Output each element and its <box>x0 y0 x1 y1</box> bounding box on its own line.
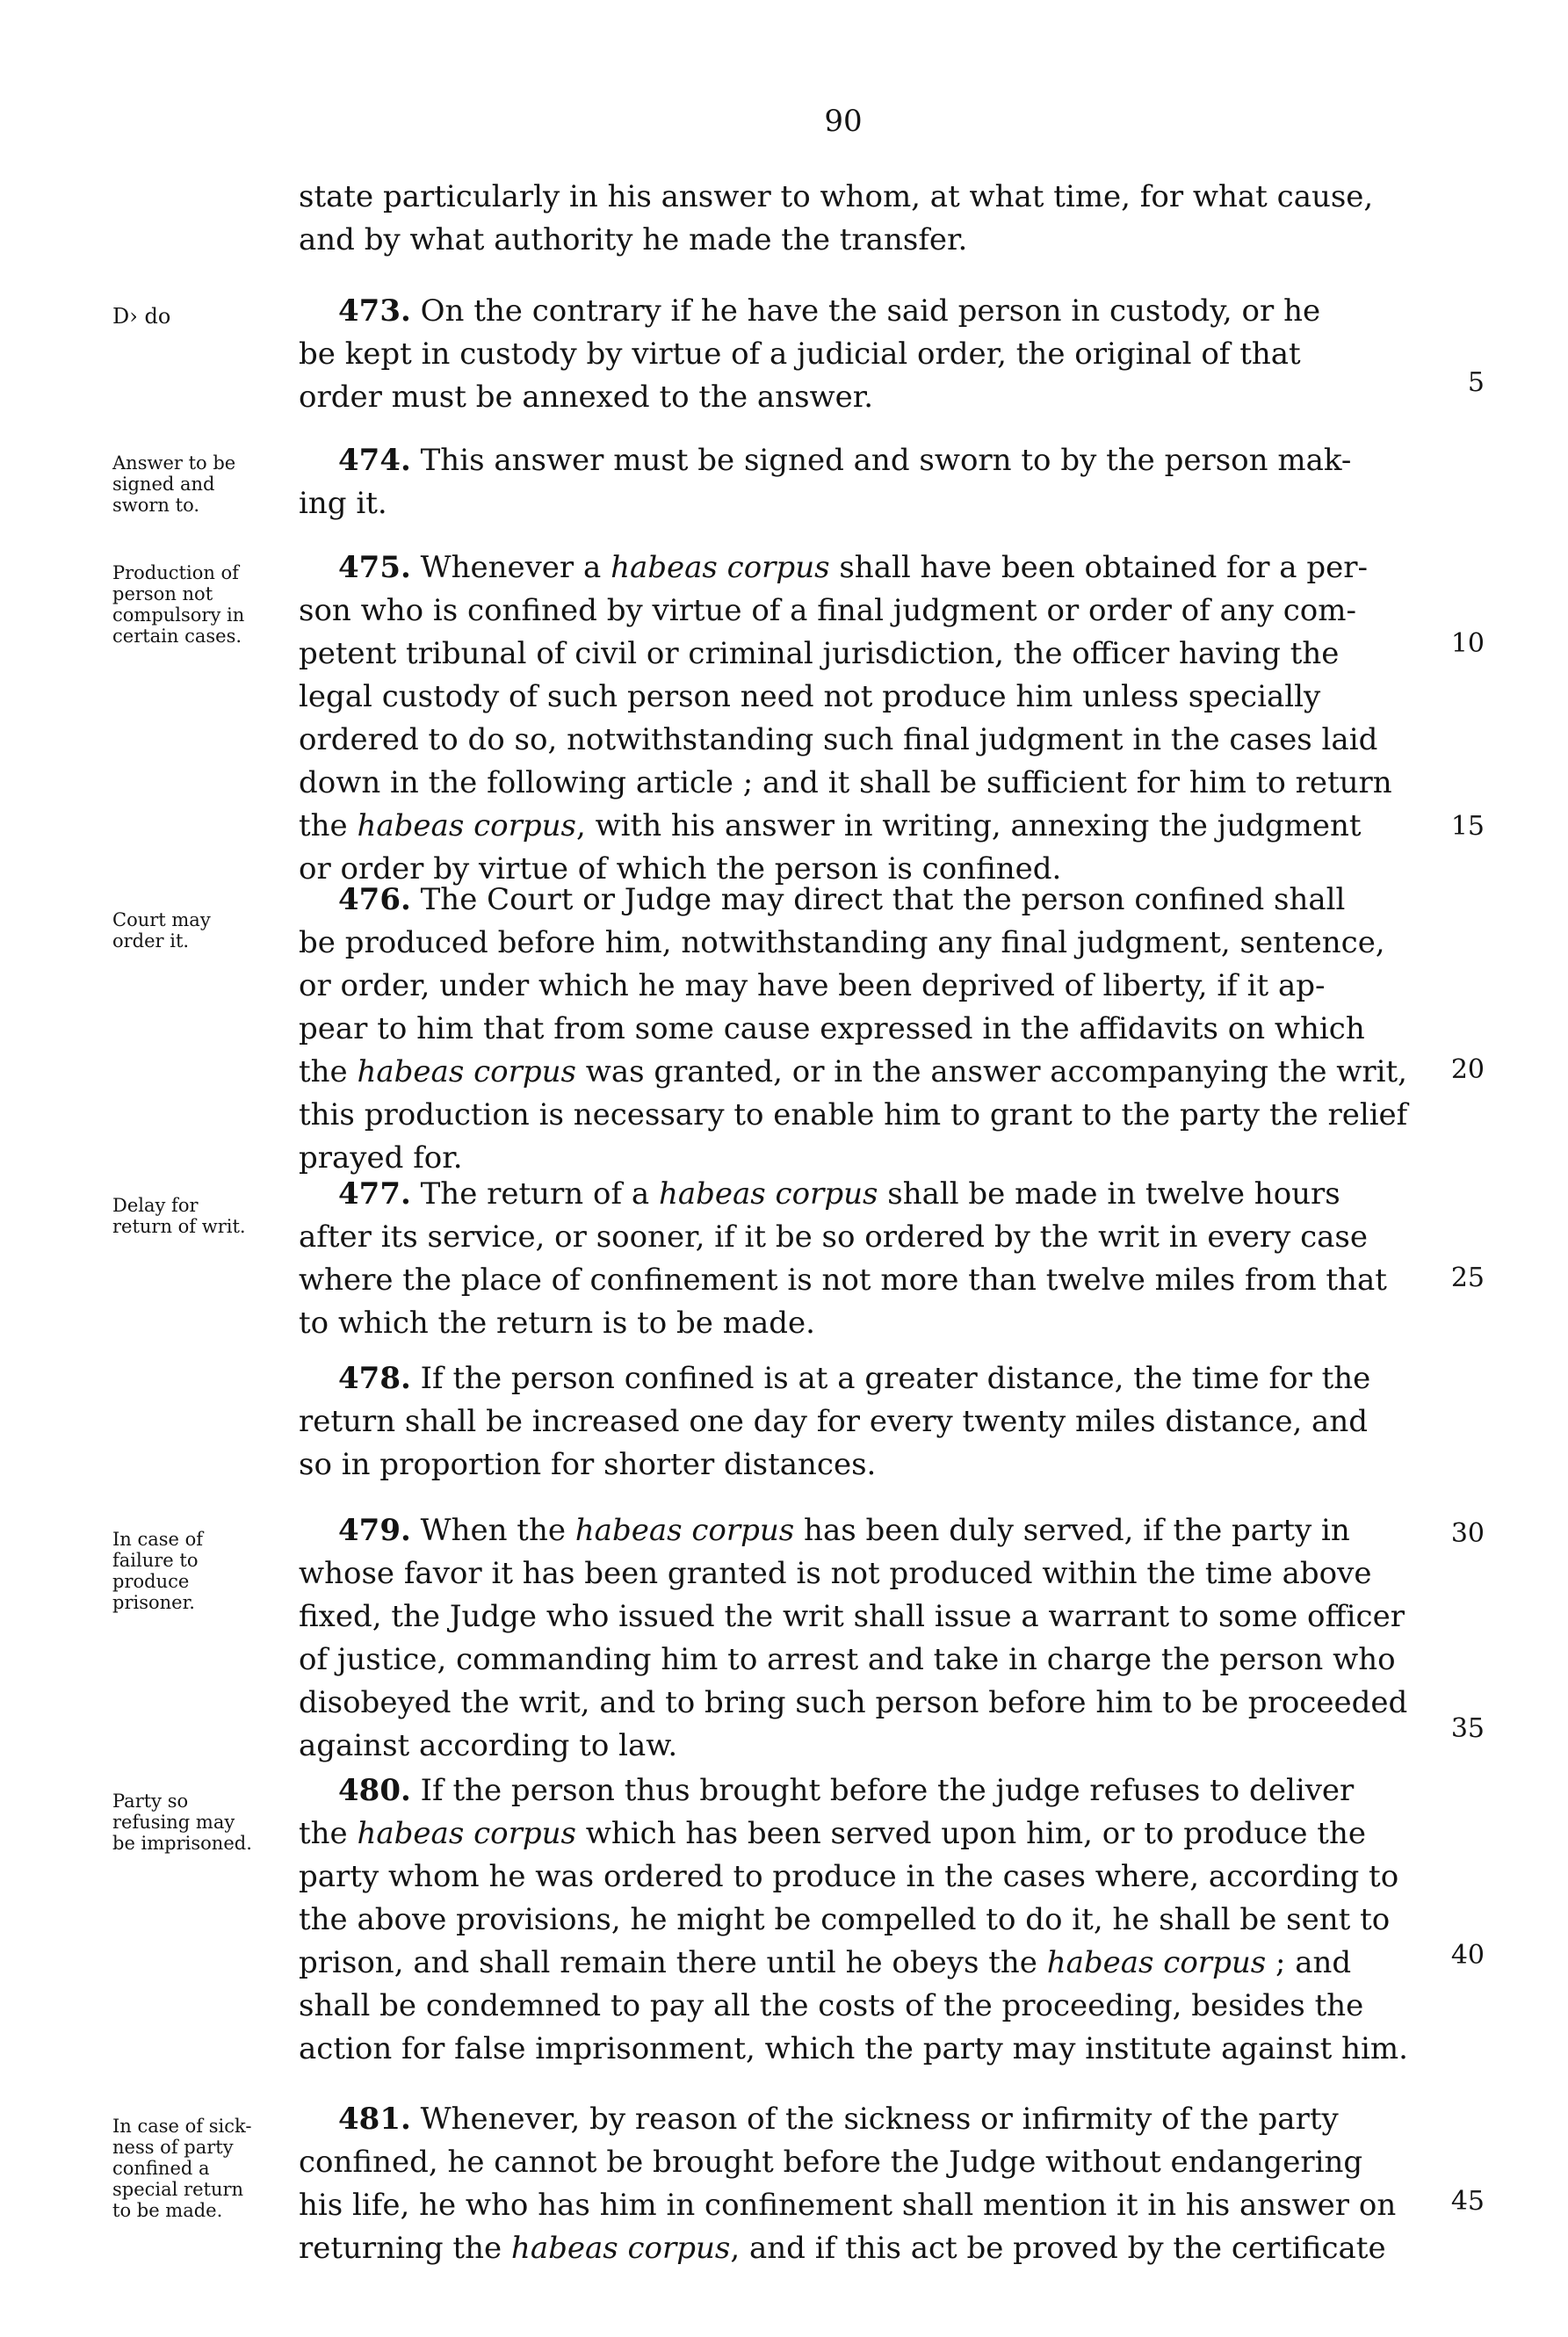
side-note-476 <box>112 909 211 951</box>
intro-paragraph <box>299 176 1423 262</box>
side-note-text: refusing may <box>112 1812 235 1833</box>
page-number: 90 <box>824 104 863 139</box>
side-note-480 <box>112 1791 252 1854</box>
side-note-475 <box>112 562 244 647</box>
side-note-text: compulsory in <box>112 604 245 626</box>
section-475: 475. Whenever a habeas corpus shall have been obtained for a per- son who is confined by virtue of a final judgment or order of any com- petent tribunal of civil or criminal jurisdiction, the officer having the legal custody of such person need not produce him unless specially ordered to do so, notwithstanding such final judgment in the cases laid down in the following article ; and it shall be sufficient for him to return the habeas corpus, with his answer in writing, annexing the judgment or order by virtue of which the person is confined. <box>299 550 1392 886</box>
line-number-35: 35 <box>1450 1713 1485 1744</box>
side-note-text: confined a <box>112 2158 210 2179</box>
side-note-text: certain cases. <box>112 626 242 647</box>
side-note-473 <box>112 306 170 327</box>
section-479: 479. When the habeas corpus has been duly served, if the party in whose favor it has been granted is not produced within the time above fixed, the Judge who issued the writ shall issue a warrant to some officer of justice, commanding him to arrest and take in charge the person who disobeyed the writ, and to bring such person before him to be proceeded against according to law. <box>299 1513 1408 1763</box>
side-note-477 <box>112 1195 246 1237</box>
line-number-20: 20 <box>1450 1054 1485 1085</box>
side-note-481 <box>112 2116 251 2221</box>
side-note-text: signed and <box>112 474 215 495</box>
line-number-10: 10 <box>1450 628 1485 659</box>
side-note-text: order it. <box>112 930 190 951</box>
section-number: 478. <box>338 1361 411 1396</box>
side-note-text: Answer to be <box>112 452 236 474</box>
line-number-40: 40 <box>1450 1940 1485 1971</box>
line-number-30: 30 <box>1450 1518 1485 1549</box>
line-number-5: 5 <box>1467 367 1485 398</box>
side-note-text: D› do <box>112 304 171 329</box>
section-number: 475. <box>338 550 411 585</box>
section-number: 481. <box>338 2102 411 2137</box>
side-note-text: special return <box>112 2179 244 2200</box>
section-481: 481. Whenever, by reason of the sickness or infirmity of the party confined, he cannot be brought before the Judge without endangering his life, he who has him in confinement shall mention it in his answer on returning the habeas corpus, and if this act be proved by the certificate <box>299 2102 1397 2266</box>
section-number: 474. <box>338 443 411 478</box>
line-number-15: 15 <box>1450 811 1485 842</box>
section-number: 479. <box>338 1513 411 1548</box>
section-number: 480. <box>338 1773 411 1808</box>
section-number: 477. <box>338 1176 411 1212</box>
section-476: 476. The Court or Judge may direct that the person confined shall be produced before him, notwithstanding any final judgment, sentence, or order, under which he may have been deprived of liberty, if it ap- pear to him that from some cause expressed in the affidavits on which the habeas corpus was granted, or in the answer accompanying the writ, this production is necessary to enable him to grant to the party the relief prayed for. <box>299 882 1408 1176</box>
side-note-text: Court may <box>112 909 211 930</box>
section-477: 477. The return of a habeas corpus shall be made in twelve hours after its service, or sooner, if it be so ordered by the writ in every case where the place of confinement is not more than twelve miles from that to which the return is to be made. <box>299 1176 1387 1341</box>
side-note-text: return of writ. <box>112 1216 246 1237</box>
side-note-text: produce <box>112 1571 190 1592</box>
section-474: 474. This answer must be signed and sworn to by the person mak- ing it. <box>299 443 1352 521</box>
intro-line: state particularly in his answer to whom, at what time, for what cause, <box>299 179 1374 214</box>
side-note-text: failure to <box>112 1550 199 1571</box>
section-number: 473. <box>338 293 411 329</box>
section-480: 480. If the person thus brought before the judge refuses to deliver the habeas corpus which has been served upon him, or to produce the party whom he was ordered to produce in the cases where, according to the above provisions, he might be compelled to do it, he shall be sent to prison, and shall remain there until he obeys the habeas corpus ; and shall be condemned to pay all the costs of the proceeding, besides the action for false imprisonment, which the party may institute against him. <box>299 1773 1408 2066</box>
intro-line: and by what authority he made the transfer. <box>299 222 968 257</box>
side-note-text: to be made. <box>112 2200 223 2221</box>
side-note-text: Delay for <box>112 1195 199 1216</box>
side-note-text: In case of <box>112 1529 204 1550</box>
side-note-text: be imprisoned. <box>112 1833 252 1854</box>
side-note-479 <box>112 1529 203 1613</box>
line-number-45: 45 <box>1450 2186 1485 2217</box>
side-note-text: person not <box>112 583 213 604</box>
side-note-text: prisoner. <box>112 1592 195 1613</box>
side-note-text: Party so <box>112 1791 189 1812</box>
section-478: 478. If the person confined is at a greater distance, the time for the return shall be increased one day for every twenty miles distance, and so in proportion for shorter distances. <box>299 1361 1371 1482</box>
side-note-text: Production of <box>112 562 239 583</box>
side-note-text: sworn to. <box>112 495 200 516</box>
section-number: 476. <box>338 882 411 917</box>
section-473: 473. On the contrary if he have the said person in custody, or he be kept in custody by virtue of a judicial order, the original of that order must be annexed to the answer. <box>299 293 1321 415</box>
line-number-25: 25 <box>1450 1263 1485 1293</box>
side-note-text: ness of party <box>112 2137 234 2158</box>
side-note-text: In case of sick- <box>112 2116 252 2137</box>
side-note-474 <box>112 452 235 516</box>
